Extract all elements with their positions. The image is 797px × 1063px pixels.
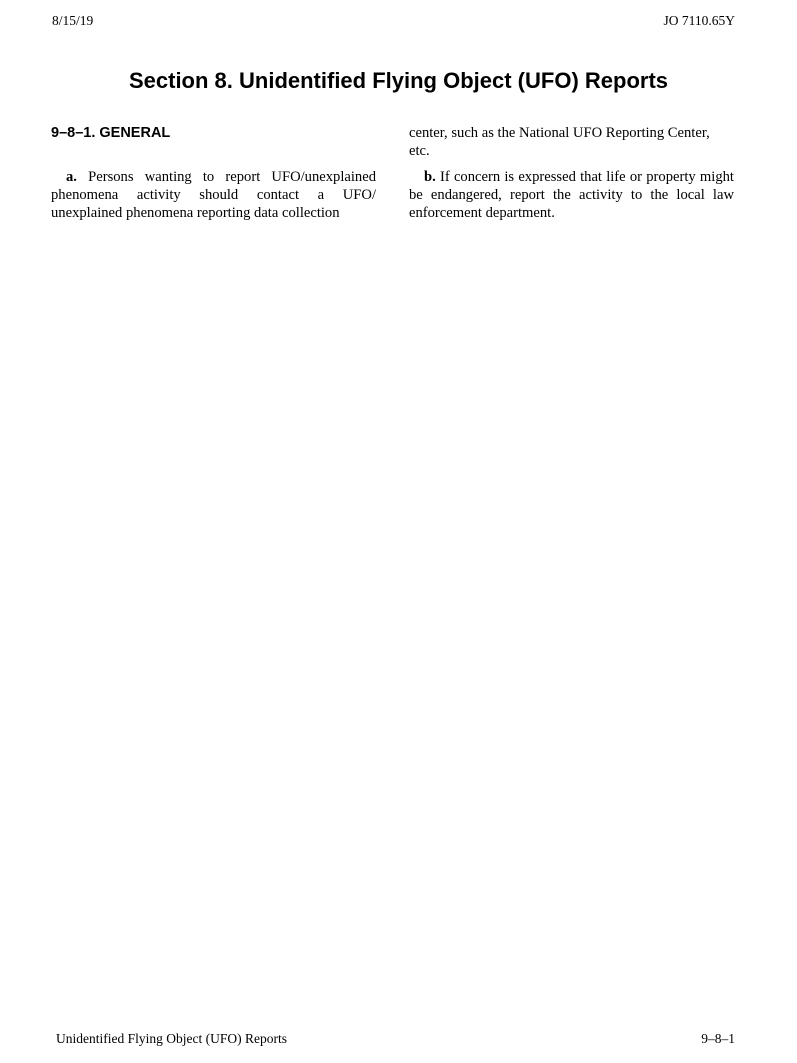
section-title: Section 8. Unidentified Flying Object (UFO) Reports [128,68,669,93]
footer-page-number: 9–8–1 [701,1031,735,1046]
paragraph-a-text: Persons wanting to report UFO/unexplained phenomena activity should contact a UFO/ unexplained phenomena reporting data collection [51,169,376,221]
left-column [51,124,376,222]
paragraph-a-continued: center, such as the National UFO Reporting Center, etc. [409,125,710,159]
footer-title: Unidentified Flying Object (UFO) Reports [56,1031,287,1046]
paragraph-a [51,168,376,222]
right-column [409,124,734,222]
paragraph-b-label: b. [424,169,436,185]
header-date: 8/15/19 [52,13,94,28]
paragraph-a-label: a. [66,169,77,185]
header-doc-id: JO 7110.65Y [663,13,735,28]
paragraph-heading: 9–8–1. GENERAL [51,125,171,141]
paragraph-b [409,168,734,222]
paragraph-b-text: If concern is expressed that life or property might be endangered, report the activity to the local law enforcement department. [409,169,734,221]
